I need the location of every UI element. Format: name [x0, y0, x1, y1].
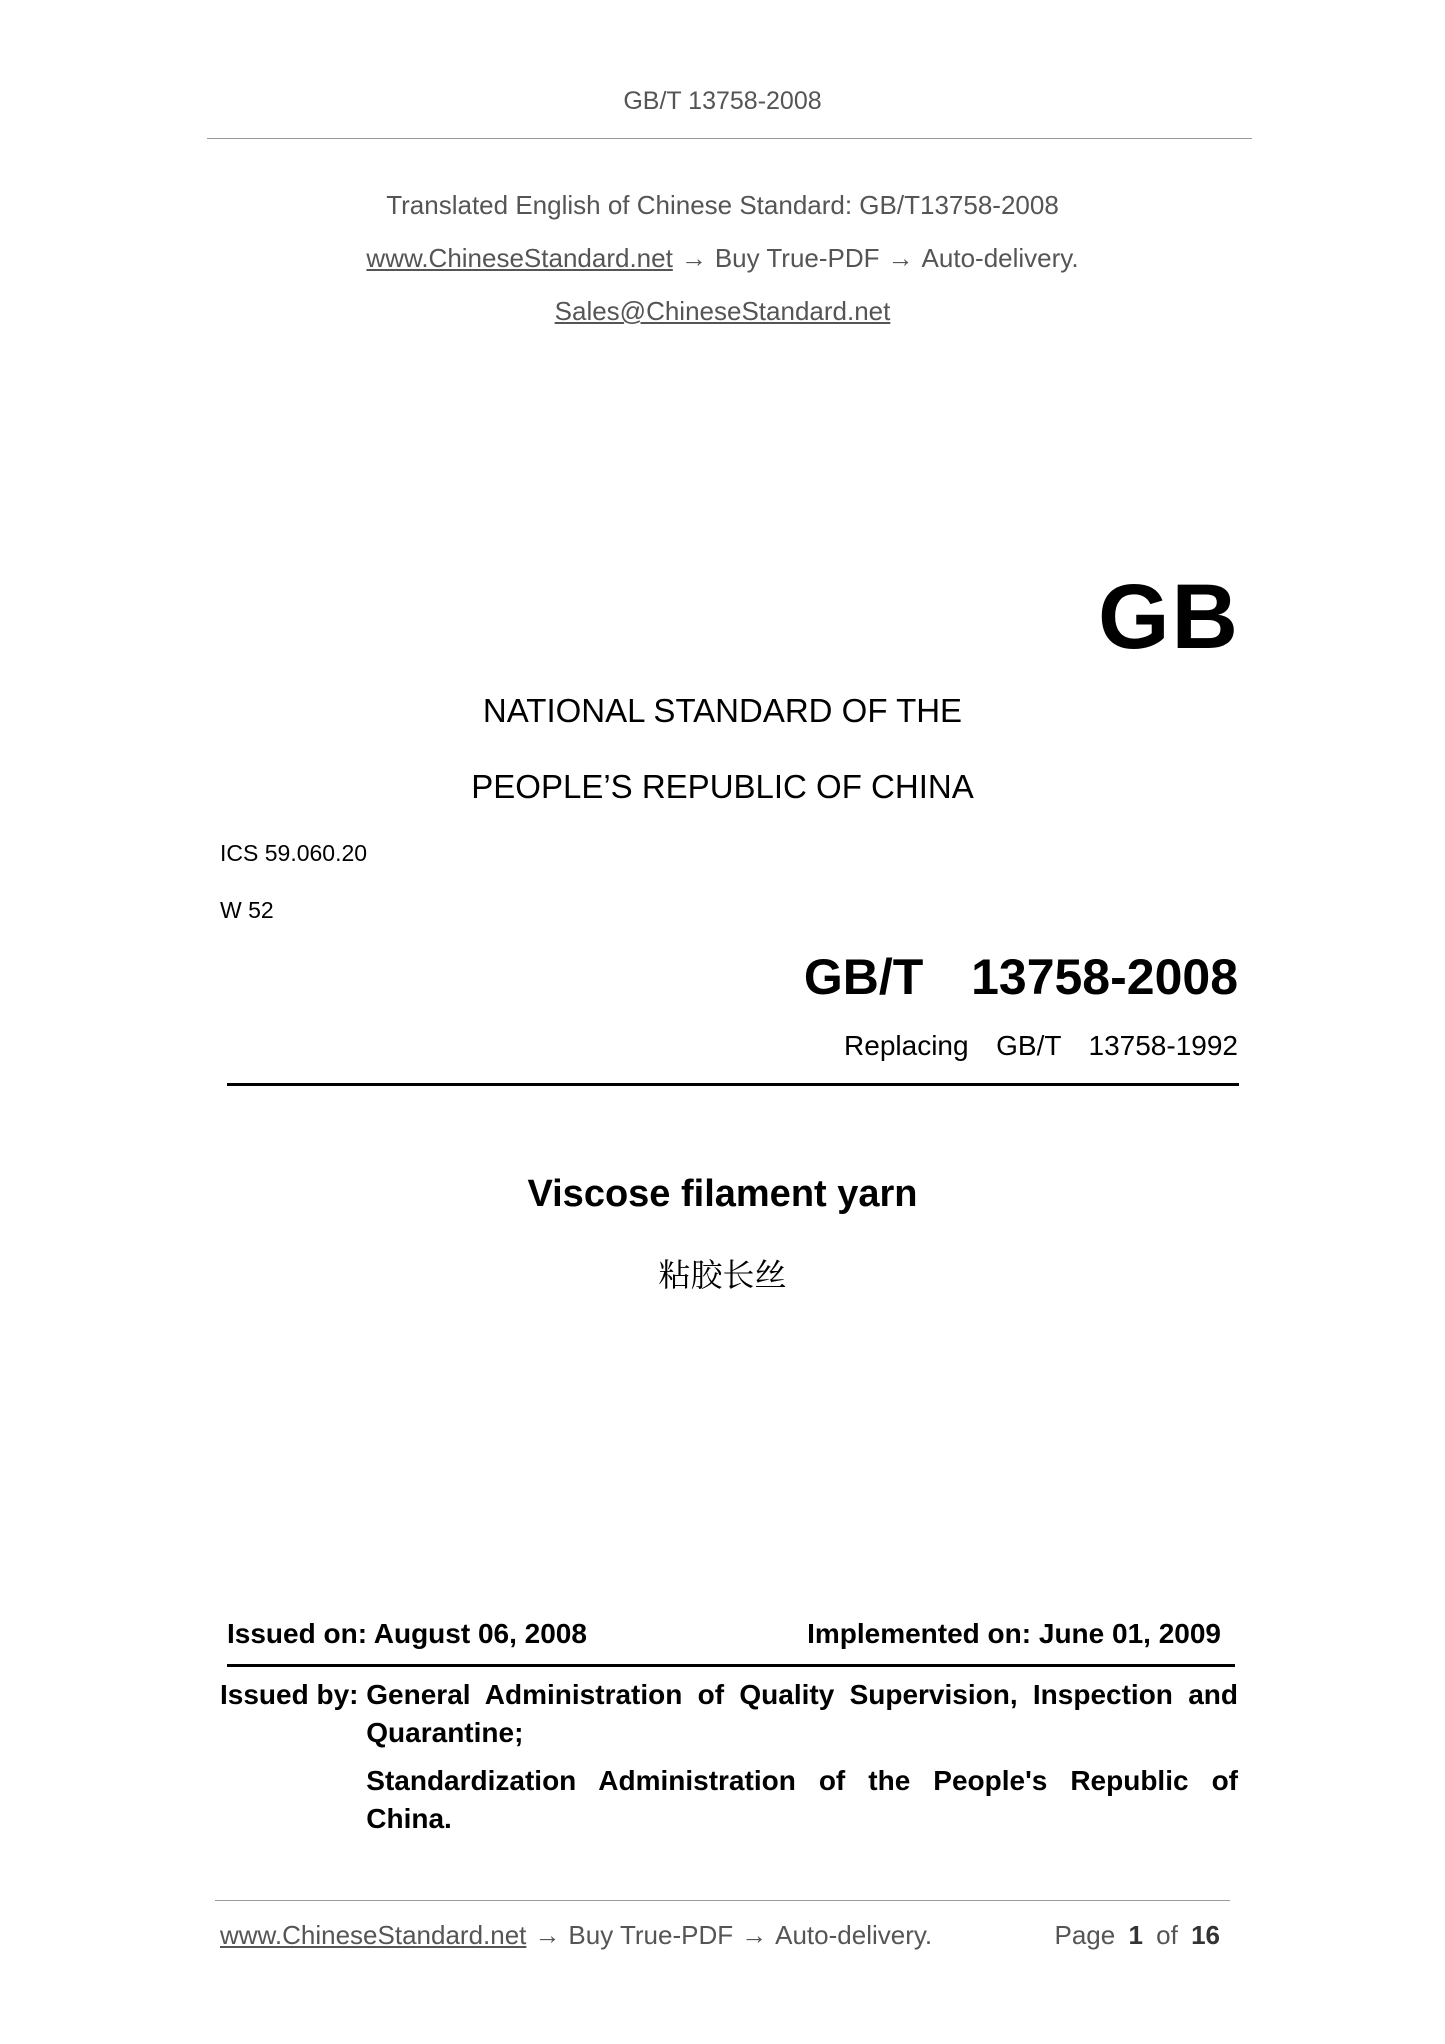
standard-number: GB/T 13758-2008 — [803, 949, 1238, 1005]
issued-on-date: Issued on: August 06, 2008 — [227, 1618, 587, 1649]
email-link[interactable]: Sales@ChineseStandard.net — [554, 296, 891, 326]
delivery-text: Auto-delivery. — [921, 243, 1079, 273]
page-current: 1 — [1128, 1920, 1143, 1950]
footer-buy-text: Buy True-PDF — [568, 1920, 734, 1950]
footer-divider — [215, 1900, 1230, 1901]
page-label: Page — [1054, 1920, 1116, 1950]
buy-text: Buy True-PDF — [714, 243, 880, 273]
footer-delivery-text: Auto-delivery. — [775, 1920, 933, 1950]
national-standard-line-2: PEOPLE’S REPUBLIC OF CHINA — [471, 768, 974, 805]
ccs-code: W 52 — [220, 897, 274, 923]
site-link[interactable]: www.ChineseStandard.net — [366, 243, 673, 273]
arrow-icon: → — [680, 243, 707, 273]
issuer-item: General Administration of Quality Supervision, Inspection and Quarantine; — [366, 1679, 1238, 1748]
promo-buy-line — [0, 243, 1445, 274]
document-title: Viscose filament yarn — [527, 1173, 918, 1215]
issued-by-label: Issued by: — [220, 1679, 367, 1710]
title-divider — [227, 1083, 1239, 1086]
replacing-standard: Replacing GB/T 13758-1992 — [844, 1030, 1238, 1061]
issuer-item: Standardization Administration of the People's Republic of China. — [366, 1765, 1238, 1834]
issuer-list — [366, 1676, 1238, 1838]
issuance-divider — [227, 1664, 1235, 1667]
page-total: 16 — [1191, 1920, 1220, 1950]
issued-by-block — [220, 1676, 1238, 1838]
document-title-chinese: 粘胶长丝 — [658, 1256, 787, 1294]
arrow-icon: → — [534, 1920, 561, 1950]
header-divider — [207, 138, 1252, 139]
arrow-icon: → — [741, 1920, 768, 1950]
footer-promo — [220, 1920, 932, 1951]
promo-email-line — [0, 296, 1445, 327]
national-standard-line-1: NATIONAL STANDARD OF THE — [482, 692, 963, 729]
page-indicator — [1054, 1920, 1226, 1951]
arrow-icon: → — [887, 243, 914, 273]
running-header: GB/T 13758-2008 — [623, 87, 822, 115]
implemented-on-date: Implemented on: June 01, 2009 — [807, 1618, 1221, 1649]
ics-code: ICS 59.060.20 — [220, 840, 368, 866]
page-of: of — [1156, 1920, 1178, 1950]
promo-title: Translated English of Chinese Standard: GB/T13758-2008 — [386, 190, 1059, 220]
gb-logo: GB — [1098, 566, 1240, 668]
footer-site-link[interactable]: www.ChineseStandard.net — [220, 1920, 527, 1950]
